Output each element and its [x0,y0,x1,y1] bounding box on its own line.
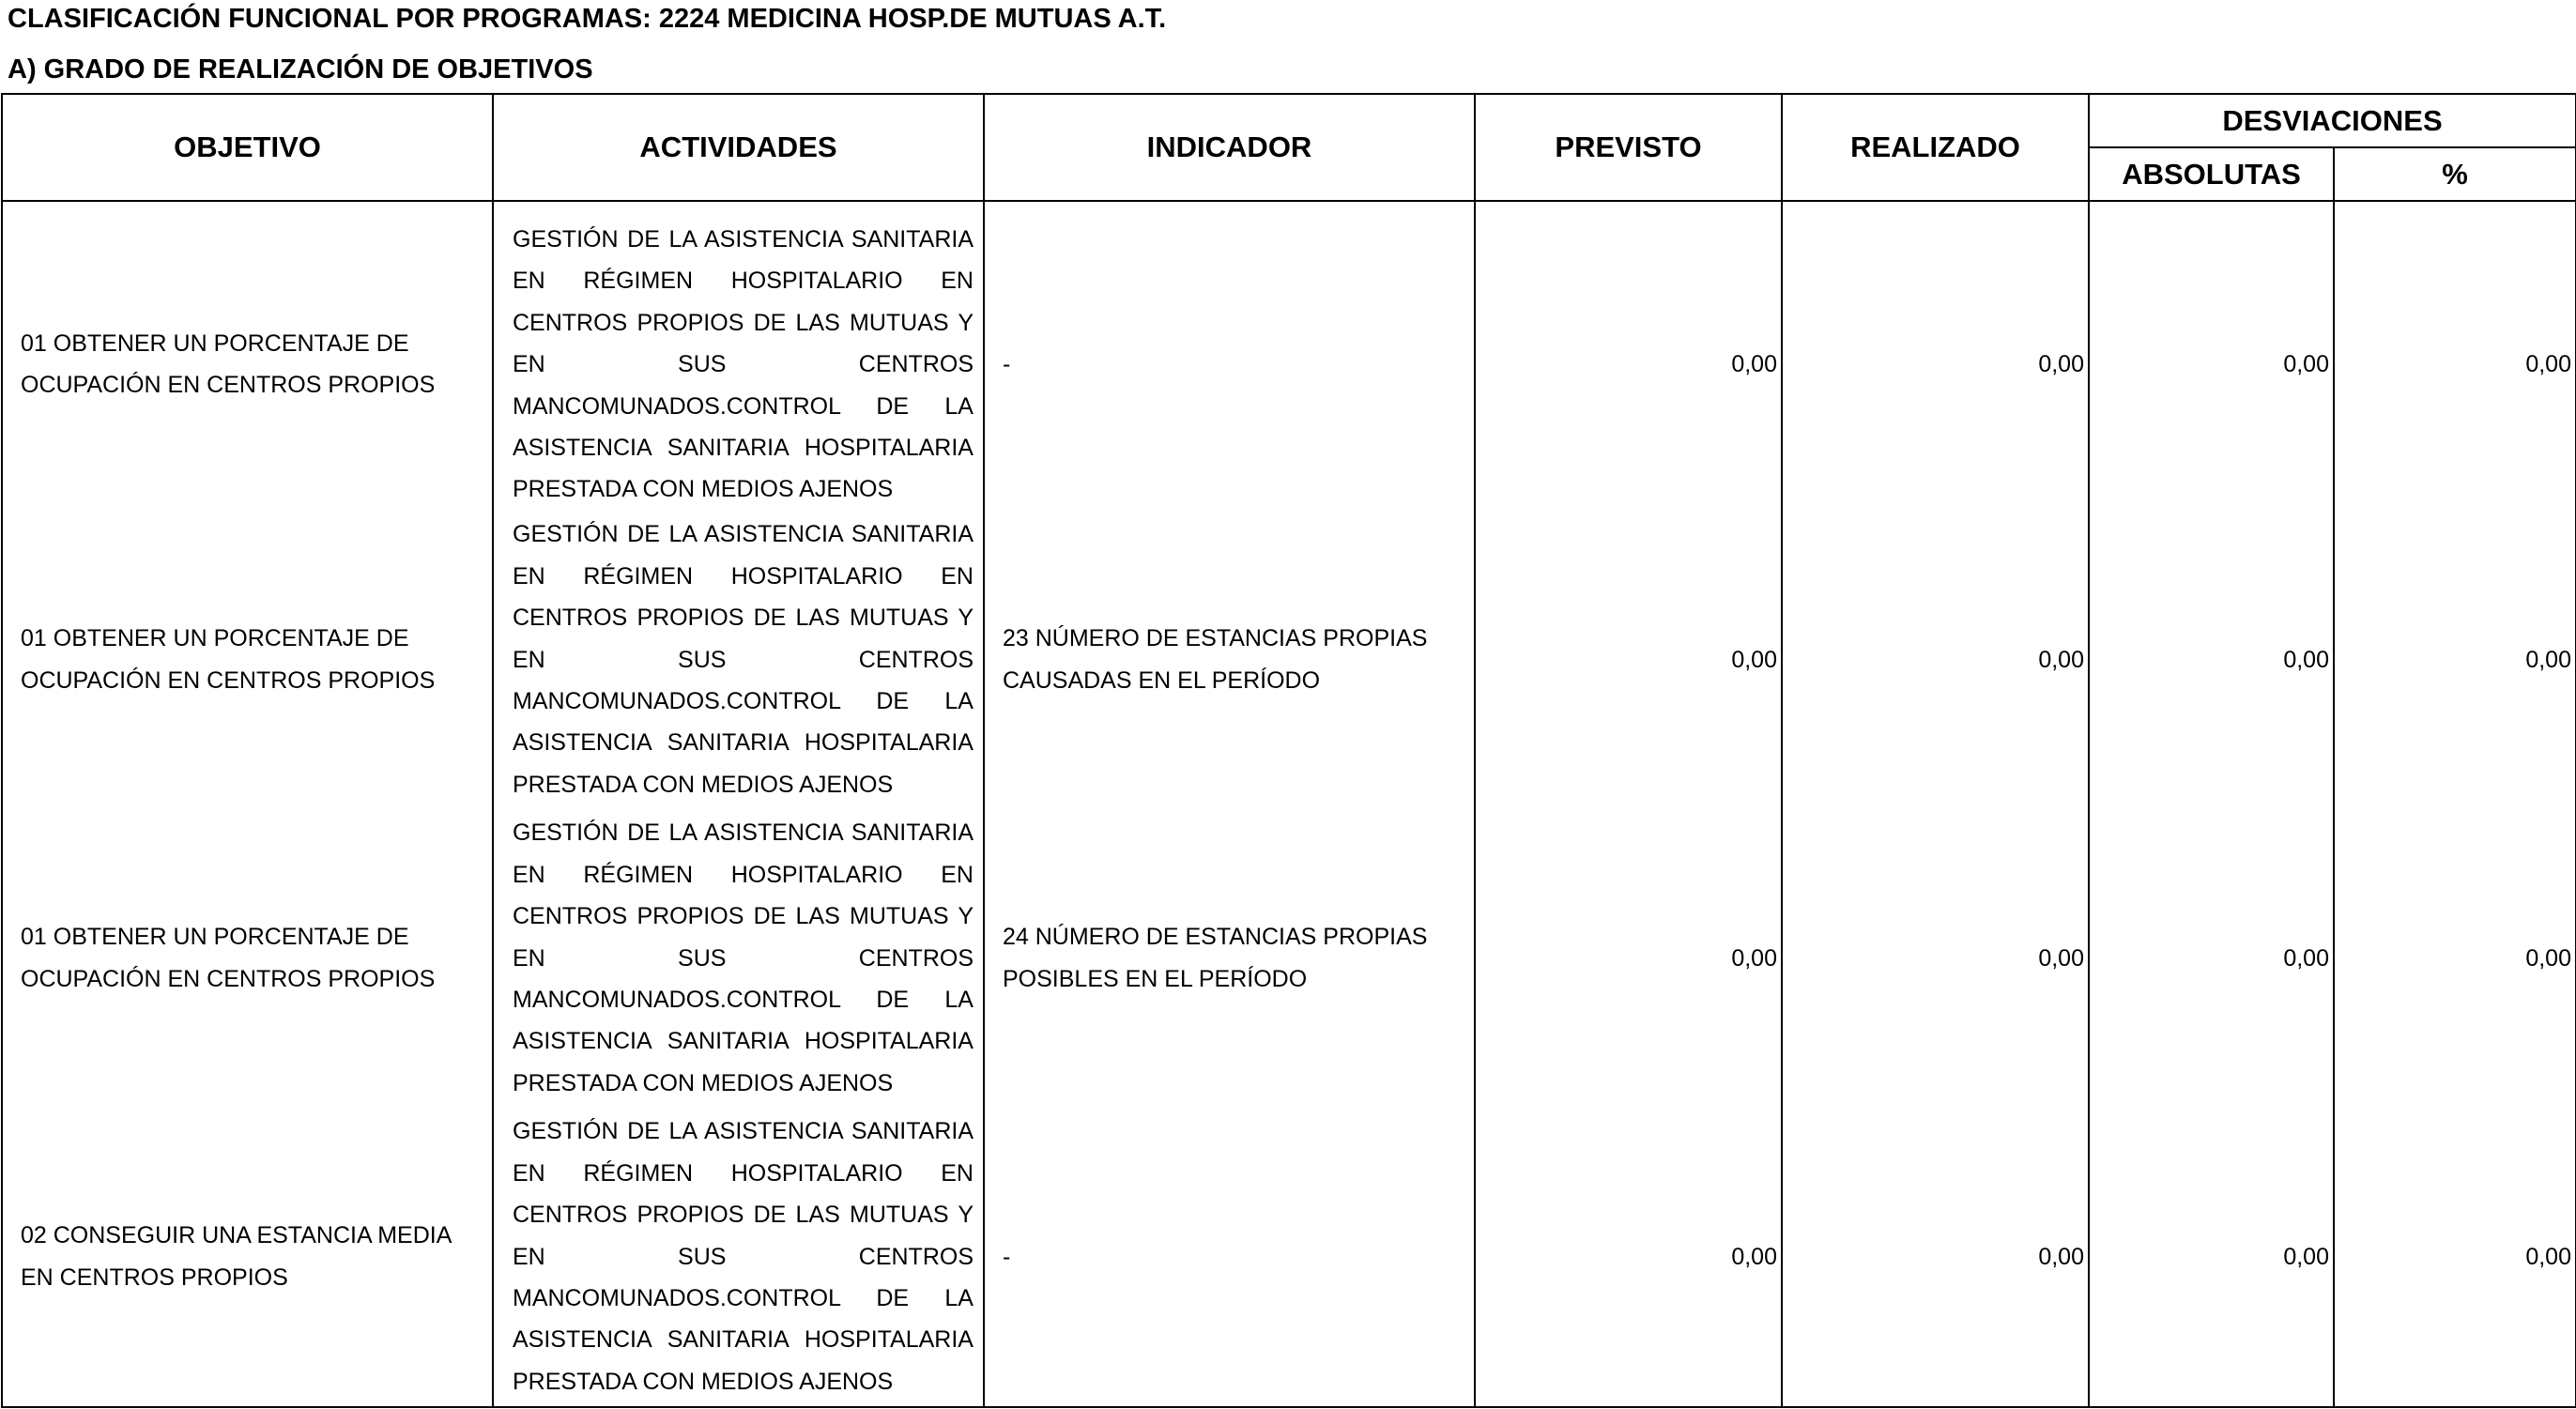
porcentaje-cell: 0,00 [2334,1108,2576,1407]
previsto-cell: 0,00 [1475,1108,1782,1407]
table-body [2,201,2576,1407]
realizado-cell: 0,00 [1782,511,2089,809]
actividades-cell: GESTIÓN DE LA ASISTENCIA SANITARIA EN RÉGIMEN HOSPITALARIO EN CENTROS PROPIOS DE LAS MUTUAS Y EN SUS CENTROS MANCOMUNADOS.CONTROL DE LA ASISTENCIA SANITARIA HOSPITALARIA PRESTADA CON MEDIOS AJENOS [493,511,984,809]
section-title: A) GRADO DE REALIZACIÓN DE OBJETIVOS [8,54,593,84]
col-header-realizado: REALIZADO [1782,94,2089,201]
actividades-cell: GESTIÓN DE LA ASISTENCIA SANITARIA EN RÉGIMEN HOSPITALARIO EN CENTROS PROPIOS DE LAS MUTUAS Y EN SUS CENTROS MANCOMUNADOS.CONTROL DE LA ASISTENCIA SANITARIA HOSPITALARIA PRESTADA CON MEDIOS AJENOS [493,201,984,511]
indicador-cell: - [984,201,1475,511]
table-row [2,201,2576,511]
indicador-cell: 23 NÚMERO DE ESTANCIAS PROPIAS CAUSADAS EN EL PERÍODO [984,511,1475,809]
previsto-cell: 0,00 [1475,201,1782,511]
objetivo-cell: 01 OBTENER UN PORCENTAJE DE OCUPACIÓN EN CENTROS PROPIOS [2,511,493,809]
realizado-cell: 0,00 [1782,809,2089,1108]
col-header-indicador: INDICADOR [984,94,1475,201]
col-header-objetivo: OBJETIVO [2,94,493,201]
previsto-cell: 0,00 [1475,809,1782,1108]
objetivo-cell: 01 OBTENER UN PORCENTAJE DE OCUPACIÓN EN CENTROS PROPIOS [2,809,493,1108]
indicador-cell: - [984,1108,1475,1407]
objetivo-cell: 01 OBTENER UN PORCENTAJE DE OCUPACIÓN EN CENTROS PROPIOS [2,201,493,511]
table-row [2,1108,2576,1407]
realizado-cell: 0,00 [1782,201,2089,511]
actividades-cell: GESTIÓN DE LA ASISTENCIA SANITARIA EN RÉGIMEN HOSPITALARIO EN CENTROS PROPIOS DE LAS MUTUAS Y EN SUS CENTROS MANCOMUNADOS.CONTROL DE LA ASISTENCIA SANITARIA HOSPITALARIA PRESTADA CON MEDIOS AJENOS [493,1108,984,1407]
porcentaje-cell: 0,00 [2334,201,2576,511]
previsto-cell: 0,00 [1475,511,1782,809]
absolutas-cell: 0,00 [2089,1108,2334,1407]
indicador-cell: 24 NÚMERO DE ESTANCIAS PROPIAS POSIBLES EN EL PERÍODO [984,809,1475,1108]
table-row [2,809,2576,1108]
col-header-absolutas: ABSOLUTAS [2089,147,2334,201]
table-header [2,94,2576,201]
actividades-cell: GESTIÓN DE LA ASISTENCIA SANITARIA EN RÉGIMEN HOSPITALARIO EN CENTROS PROPIOS DE LAS MUTUAS Y EN SUS CENTROS MANCOMUNADOS.CONTROL DE LA ASISTENCIA SANITARIA HOSPITALARIA PRESTADA CON MEDIOS AJENOS [493,809,984,1108]
objectives-table [1,93,2576,1408]
absolutas-cell: 0,00 [2089,511,2334,809]
porcentaje-cell: 0,00 [2334,511,2576,809]
col-header-porcentaje: % [2334,147,2576,201]
col-header-actividades: ACTIVIDADES [493,94,984,201]
page-title: CLASIFICACIÓN FUNCIONAL POR PROGRAMAS: 2224 MEDICINA HOSP.DE MUTUAS A.T. [8,4,1167,34]
porcentaje-cell: 0,00 [2334,809,2576,1108]
table-row [2,511,2576,809]
realizado-cell: 0,00 [1782,1108,2089,1407]
absolutas-cell: 0,00 [2089,201,2334,511]
col-header-previsto: PREVISTO [1475,94,1782,201]
objetivo-cell: 02 CONSEGUIR UNA ESTANCIA MEDIA EN CENTROS PROPIOS [2,1108,493,1407]
col-header-desviaciones: DESVIACIONES [2089,94,2576,147]
absolutas-cell: 0,00 [2089,809,2334,1108]
